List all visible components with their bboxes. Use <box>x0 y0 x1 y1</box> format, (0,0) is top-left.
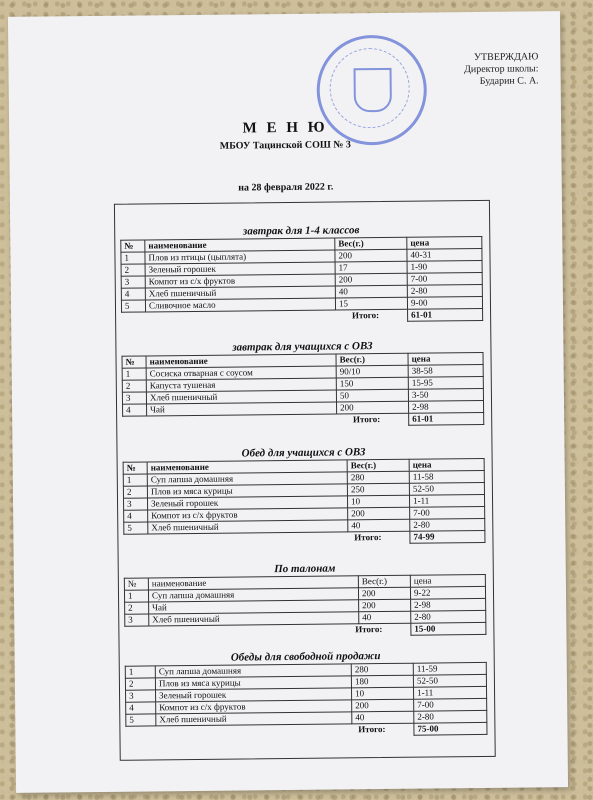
row-number: 1 <box>124 590 148 602</box>
row-number: 3 <box>122 392 146 404</box>
row-number: 5 <box>126 714 156 726</box>
dish-price: 52-50 <box>413 674 486 687</box>
row-number: 1 <box>122 368 146 380</box>
dish-price: 40-31 <box>407 248 482 261</box>
section-lunch-ovz <box>122 444 485 547</box>
header-price: цена <box>407 236 482 249</box>
dish-weight: 40 <box>359 611 411 624</box>
header-name: наименование <box>147 460 347 474</box>
dish-name: Хлеб пшеничный <box>148 520 348 534</box>
dish-weight: 17 <box>335 261 407 274</box>
section-title: завтрак для 1-4 классов <box>242 224 360 238</box>
total-label: Итого: <box>358 724 386 735</box>
header-price: цена <box>410 574 485 587</box>
dish-name: Суп лапша домашняя <box>155 664 351 678</box>
total-value: 61-01 <box>409 412 484 425</box>
dish-name: Плов из мяса курицы <box>147 484 347 498</box>
header-number: № <box>124 578 148 590</box>
approval-line-3: Бударин С. А. <box>479 75 539 87</box>
dish-price: 52-50 <box>409 482 484 495</box>
section-coupons <box>124 560 487 639</box>
dish-price: 15-95 <box>408 376 483 389</box>
header-name: наименование <box>148 576 358 590</box>
row-number: 4 <box>126 702 156 714</box>
row-number: 2 <box>125 602 149 614</box>
section-title: Обед для учащихся с ОВЗ <box>241 446 366 460</box>
dish-price: 2-80 <box>414 710 487 723</box>
dish-price: 2-80 <box>410 518 485 531</box>
menu-table <box>122 352 485 429</box>
dish-weight: 250 <box>347 483 409 496</box>
dish-price: 2-98 <box>408 400 483 413</box>
menu-table <box>123 458 486 547</box>
section-title: По талонам <box>274 562 336 576</box>
dish-name: Хлеб пшеничный <box>146 390 336 404</box>
dish-weight: 150 <box>336 377 408 390</box>
total-label: Итого: <box>352 414 381 425</box>
header-weight: Вес(г.) <box>358 575 410 588</box>
dish-price: 7-00 <box>414 698 487 711</box>
row-number: 5 <box>124 522 148 534</box>
dish-name: Чай <box>149 600 359 614</box>
dish-weight: 180 <box>351 675 413 688</box>
dish-weight: 200 <box>359 599 411 612</box>
row-number: 3 <box>125 614 149 626</box>
dish-weight: 40 <box>352 711 414 724</box>
total-value: 15-00 <box>411 622 486 635</box>
section-free-sale <box>125 648 488 739</box>
dish-weight: 40 <box>348 519 410 532</box>
dish-weight: 15 <box>335 297 407 310</box>
dish-weight: 10 <box>351 687 413 700</box>
dish-weight: 280 <box>347 471 409 484</box>
approval-block <box>428 51 538 88</box>
dish-price: 1-11 <box>409 494 484 507</box>
row-number: 2 <box>123 486 147 498</box>
dish-name: Сливочное масло <box>145 298 335 312</box>
row-number: 1 <box>123 474 147 486</box>
header-weight: Вес(г.) <box>335 237 407 250</box>
dish-name: Зеленый горошек <box>145 262 335 276</box>
menu-table <box>124 574 487 639</box>
dish-price: 38-58 <box>408 364 483 377</box>
header-weight: Вес(г.) <box>347 459 409 472</box>
dish-price: 7-00 <box>407 272 482 285</box>
dish-weight: 200 <box>358 587 410 600</box>
total-value: 74-99 <box>410 530 485 543</box>
dish-price: 1-90 <box>407 260 482 273</box>
dish-price: 9-00 <box>407 296 482 309</box>
dish-name: Компот из с/х фруктов <box>156 700 352 714</box>
dish-name: Зеленый горошек <box>147 496 347 510</box>
row-number: 4 <box>123 404 147 416</box>
row-number: 2 <box>122 380 146 392</box>
row-number: 4 <box>121 288 145 300</box>
dish-name: Зеленый горошек <box>156 688 352 702</box>
dish-name: Суп лапша домашняя <box>147 472 347 486</box>
dish-price: 2-98 <box>411 598 486 611</box>
total-value: 75-00 <box>414 722 487 735</box>
total-label: Итого: <box>351 310 380 321</box>
dish-price: 1-11 <box>413 686 486 699</box>
menu-table <box>125 662 488 739</box>
header-weight: Вес(г.) <box>336 353 408 366</box>
section-breakfast-ovz <box>121 338 484 429</box>
dish-name: Суп лапша домашняя <box>148 588 358 602</box>
dish-price: 11-59 <box>413 662 486 675</box>
row-number: 5 <box>121 300 145 312</box>
header-number: № <box>123 462 147 474</box>
header-price: цена <box>408 352 483 365</box>
section-title: Обеды для свободной продажи <box>230 650 381 664</box>
dish-price: 3-50 <box>408 388 483 401</box>
emblem-icon <box>354 68 392 112</box>
menu-sheet <box>8 11 568 793</box>
header-number: № <box>122 356 146 368</box>
dish-price: 2-80 <box>407 284 482 297</box>
total-label: Итого: <box>354 532 382 543</box>
dish-weight: 200 <box>335 273 407 286</box>
dish-name: Хлеб пшеничный <box>145 286 335 300</box>
header-number: № <box>121 240 145 252</box>
total-label: Итого: <box>355 624 383 635</box>
dish-name: Плов из мяса курицы <box>155 676 351 690</box>
header-price: цена <box>409 458 484 471</box>
dish-name: Чай <box>147 402 337 416</box>
dish-price: 7-00 <box>410 506 485 519</box>
row-number: 2 <box>121 264 145 276</box>
dish-name: Хлеб пшеничный <box>156 712 352 726</box>
section-breakfast-1-4 <box>120 222 483 325</box>
row-number: 2 <box>125 678 155 690</box>
dish-weight: 280 <box>351 663 413 676</box>
dish-weight: 40 <box>335 285 407 298</box>
total-value: 61-01 <box>408 308 483 321</box>
row-number: 3 <box>123 498 147 510</box>
dish-name: Хлеб пшеничный <box>149 612 359 626</box>
dish-name: Плов из птицы (цыплята) <box>145 250 335 264</box>
dish-weight: 10 <box>347 495 409 508</box>
header-name: наименование <box>146 354 336 368</box>
row-number: 1 <box>121 252 145 264</box>
row-number: 1 <box>125 666 155 678</box>
dish-weight: 200 <box>337 401 409 414</box>
dish-name: Сосиска отварная с соусом <box>146 366 336 380</box>
menu-table <box>120 236 483 325</box>
row-number: 3 <box>121 276 145 288</box>
dish-price: 9-22 <box>410 586 485 599</box>
row-number: 3 <box>126 690 156 702</box>
dish-weight: 90/10 <box>336 365 408 378</box>
dish-name: Компот из с/х фруктов <box>148 508 348 522</box>
dish-price: 2-80 <box>411 610 486 623</box>
header-name: наименование <box>145 238 335 252</box>
section-title: завтрак для учащихся с ОВЗ <box>232 340 373 354</box>
approval-line-1: УТВЕРЖДАЮ <box>473 51 539 64</box>
page-title: М Е Н Ю <box>242 119 328 137</box>
school-name: МБОУ Тацинской СОШ № 3 <box>219 139 351 152</box>
dish-price: 11-58 <box>409 470 484 483</box>
dish-weight: 50 <box>336 389 408 402</box>
dish-weight: 200 <box>335 249 407 262</box>
menu-date: на 28 февраля 2022 г. <box>238 181 334 194</box>
dish-name: Компот из с/х фруктов <box>145 274 335 288</box>
dish-weight: 200 <box>352 699 414 712</box>
row-number: 4 <box>124 510 148 522</box>
approval-line-2: Директор школы: <box>463 63 539 76</box>
dish-weight: 200 <box>348 507 410 520</box>
dish-name: Капуста тушеная <box>146 378 336 392</box>
